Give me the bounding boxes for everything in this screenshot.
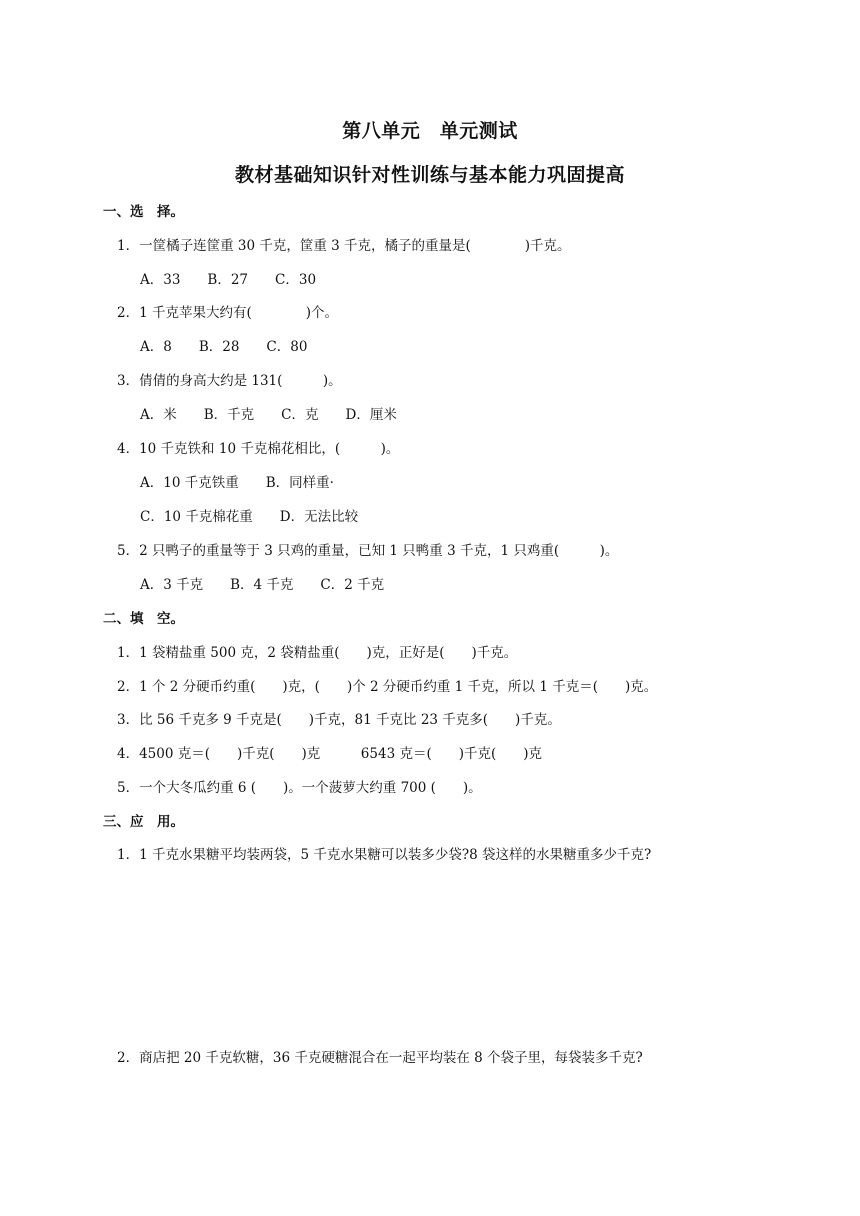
choice-question-1: 1．一筐橘子连筐重 30 千克，筐重 3 千克，橘子的重量是( )千克。: [117, 238, 571, 254]
fill-question-3: 3．比 56 千克多 9 千克是( )千克，81 千克比 23 千克多( )千克。: [117, 712, 561, 728]
section-heading-apply: 三、应 用。: [103, 814, 184, 830]
choice-question-3-options: A．米 B．千克 C．克 D．厘米: [140, 407, 397, 423]
fill-question-2: 2．1 个 2 分硬币约重( )克，( )个 2 分硬币约重 1 千克，所以 1 千克＝( )克。: [117, 679, 658, 695]
apply-question-1: 1．1 千克水果糖平均装两袋，5 千克水果糖可以装多少袋?8 袋这样的水果糖重多少千克?: [117, 847, 652, 863]
choice-question-4-options-row2: C．10 千克棉花重 D．无法比较: [140, 509, 359, 525]
choice-question-4: 4．10 千克铁和 10 千克棉花相比，( )。: [117, 441, 400, 457]
choice-question-2: 2．1 千克苹果大约有( )个。: [117, 305, 339, 321]
apply-question-2: 2．商店把 20 千克软糖，36 千克硬糖混合在一起平均装在 8 个袋子里，每袋装多千克?: [117, 1050, 643, 1066]
choice-question-5-options: A．3 千克 B．4 千克 C．2 千克: [140, 577, 385, 593]
fill-question-4: 4．4500 克＝( )千克( )克 6543 克＝( )千克( )克: [117, 746, 543, 762]
section-heading-choice: 一、选 择。: [103, 204, 184, 220]
page-title: 第八单元 单元测试: [342, 120, 518, 142]
fill-question-5: 5．一个大冬瓜约重 6 ( )。一个菠萝大约重 700 ( )。: [117, 780, 482, 796]
choice-question-1-options: A．33 B．27 C．30: [140, 272, 317, 288]
choice-question-3: 3．倩倩的身高大约是 131( )。: [117, 373, 342, 389]
fill-question-1: 1．1 袋精盐重 500 克，2 袋精盐重( )克，正好是( )千克。: [117, 645, 518, 661]
choice-question-4-options-row1: A．10 千克铁重 B．同样重·: [140, 475, 334, 491]
page-subtitle: 教材基础知识针对性训练与基本能力巩固提高: [234, 164, 625, 186]
section-heading-fill: 二、填 空。: [103, 611, 184, 627]
choice-question-5: 5．2 只鸭子的重量等于 3 只鸡的重量，已知 1 只鸭重 3 千克，1 只鸡重( )。: [117, 543, 619, 559]
choice-question-2-options: A．8 B．28 C．80: [140, 339, 308, 355]
